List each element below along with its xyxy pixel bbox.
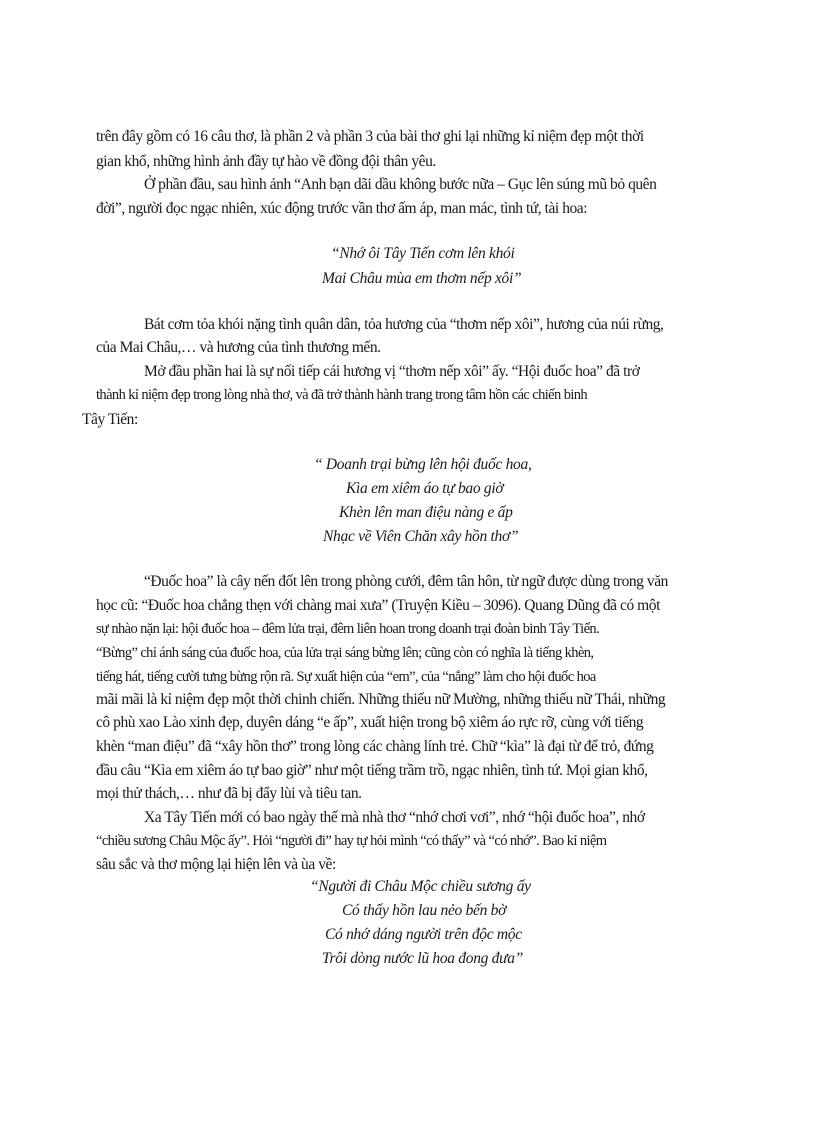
poem-line: “Người đi Châu Mộc chiều sương ấy — [310, 878, 531, 895]
text-line: “Bừng” chỉ ánh sáng của đuốc hoa, của lửa trại sáng bừng lên; cũng còn có nghĩa là tiếng khèn, — [96, 645, 594, 661]
text-line: đời”, người đọc ngạc nhiên, xúc động trước vần thơ ấm áp, man mác, tình tứ, tài hoa: — [96, 200, 588, 217]
text-line: sự nhào nặn lại: hội đuốc hoa – đêm lửa trại, đêm liên hoan trong doanh trại đoàn binh Tây Tiến. — [96, 621, 600, 637]
text-line: mọi thử thách,… như đã bị đẩy lùi và tiêu tan. — [96, 785, 362, 802]
poem-line: Khèn lên man điệu nàng e ấp — [339, 504, 513, 521]
text-line: “Đuốc hoa” là cây nến đốt lên trong phòng cưới, đêm tân hôn, từ ngữ được dùng trong văn — [144, 573, 668, 590]
text-line: Bát cơm tỏa khói nặng tình quân dân, tỏa hương của “thơm nếp xôi”, hương của núi rừng, — [144, 316, 664, 333]
text-line: Ở phần đầu, sau hình ảnh “Anh bạn dãi dầu không bước nữa – Gục lên súng mũ bỏ quên — [144, 176, 657, 193]
text-line: học cũ: “Đuốc hoa chẳng thẹn với chàng mai xưa” (Truyện Kiều – 3096). Quang Dũng đã có một — [96, 597, 660, 614]
text-line: của Mai Châu,… và hương của tình thương mến. — [96, 339, 381, 356]
text-line: trên đây gồm có 16 câu thơ, là phần 2 và phần 3 của bài thơ ghi lại những kỉ niệm đẹp một thời — [96, 128, 644, 145]
text-line: sâu sắc và thơ mộng lại hiện lên và ùa về: — [96, 856, 336, 873]
poem-line: “Nhớ ôi Tây Tiến cơm lên khói — [331, 245, 515, 262]
text-line: “chiều sương Châu Mộc ấy”. Hỏi “người đi” hay tự hỏi mình “có thấy” và “có nhớ”. Bao kỉ niệm — [96, 833, 607, 849]
text-line: khèn “man điệu” đã “xây hồn thơ” trong lòng các chàng lính trẻ. Chữ “kìa” là đại từ để trỏ, đứng — [96, 738, 654, 755]
text-line: Tây Tiến: — [82, 411, 138, 428]
poem-line: Kìa em xiêm áo tự bao giờ — [346, 480, 504, 497]
poem-line: Trôi dòng nước lũ hoa đong đưa” — [322, 950, 524, 967]
poem-line: “ Doanh trại bừng lên hội đuốc hoa, — [314, 456, 532, 473]
poem-line: Nhạc về Viên Chăn xây hồn thơ” — [323, 528, 519, 545]
text-line: Xa Tây Tiến mới có bao ngày thế mà nhà thơ “nhớ chơi vơi”, nhớ “hội đuốc hoa”, nhớ — [144, 809, 645, 826]
poem-line: Có nhớ dáng người trên độc mộc — [325, 926, 522, 943]
text-line: gian khổ, những hình ảnh đầy tự hào về đồng đội thân yêu. — [96, 153, 436, 170]
text-line: tiếng hát, tiếng cười tưng bừng rộn rã. Sự xuất hiện của “em”, của “nắng” làm cho hội đuốc hoa — [96, 669, 596, 685]
text-line: thành kỉ niệm đẹp trong lòng nhà thơ, và đã trở thành hành trang trong tâm hồn các chiến binh — [96, 387, 588, 403]
poem-line: Có thấy hồn lau nẻo bến bờ — [342, 902, 507, 919]
text-line: cô phù xao Lào xinh đẹp, duyên dáng “e ấp”, xuất hiện trong bộ xiêm áo rực rỡ, cùng với tiếng — [96, 714, 644, 731]
text-line: mãi mãi là kỉ niệm đẹp một thời chinh chiến. Những thiếu nữ Mường, những thiếu nữ Thái, những — [96, 691, 666, 708]
poem-line: Mai Châu mùa em thơm nếp xôi” — [322, 270, 522, 287]
text-line: đầu câu “Kìa em xiêm áo tự bao giờ” như một tiếng trầm trồ, ngạc nhiên, tình tứ. Mọi gian khổ, — [96, 762, 648, 779]
text-line: Mở đầu phần hai là sự nối tiếp cái hương vị “thơm nếp xôi” ấy. “Hội đuốc hoa” đã trở — [144, 363, 640, 380]
